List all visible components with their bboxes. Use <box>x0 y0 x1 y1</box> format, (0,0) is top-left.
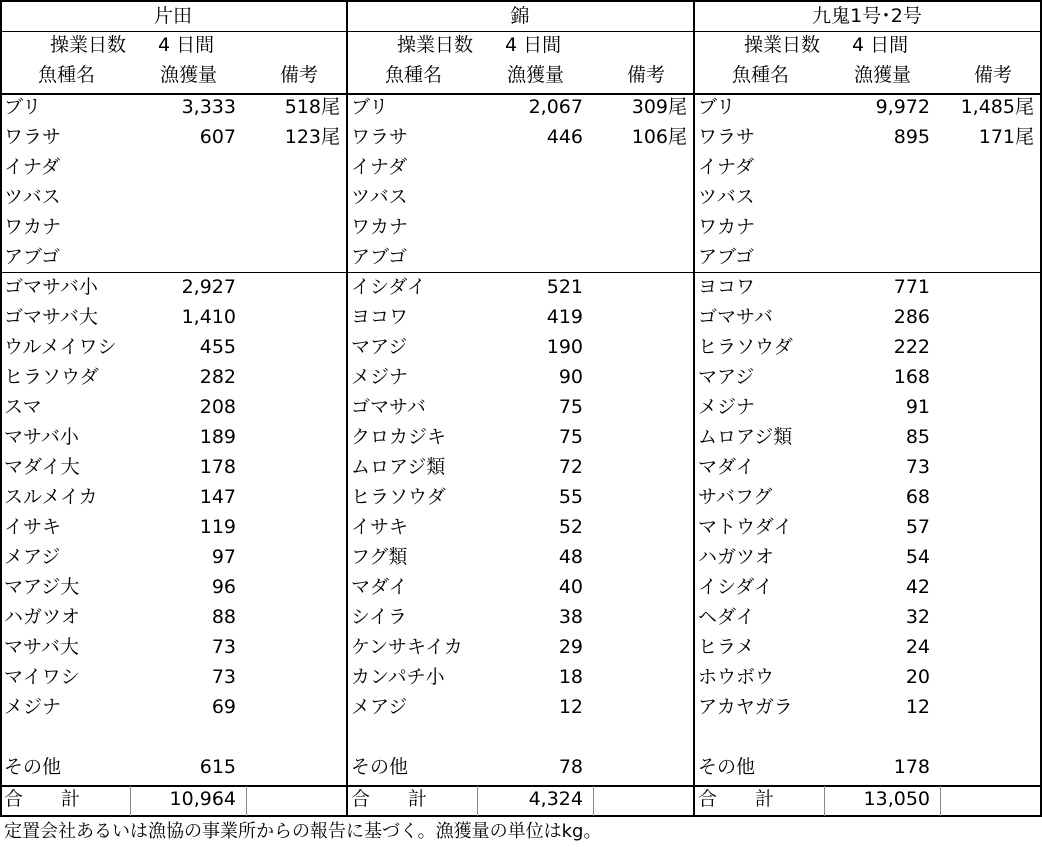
species-name: クロカジキ <box>351 426 447 448</box>
location-name: 片田 <box>153 5 192 27</box>
catch-value: 38 <box>558 606 583 628</box>
header-notes: 備考 <box>627 64 666 86</box>
catch-value: 3,333 <box>181 96 236 118</box>
notes-value <box>587 212 687 242</box>
catch-value: 72 <box>558 456 583 478</box>
species-name: シイラ <box>351 606 408 628</box>
catch-value <box>834 242 930 272</box>
notes-value: 171尾 <box>978 126 1034 148</box>
catch-value: 12 <box>905 696 930 718</box>
species-name: ワラサ <box>698 126 756 148</box>
notes-value <box>934 152 1034 182</box>
species-name: ケンサキイカ <box>351 636 463 658</box>
species-name: ウルメイワシ <box>4 336 117 358</box>
total-catch: 10,964 <box>169 788 236 810</box>
species-name: メジナ <box>4 696 62 718</box>
days-label: 操業日数 <box>397 34 474 56</box>
species-name: ゴマサバ <box>351 396 426 418</box>
species-name: ムロアジ類 <box>351 456 446 478</box>
species-name: ゴマサバ <box>698 306 773 328</box>
notes-value: 123尾 <box>284 126 340 148</box>
catch-value: 73 <box>211 636 236 658</box>
catch-value: 85 <box>905 426 930 448</box>
catch-value: 97 <box>211 546 236 568</box>
header-species: 魚種名 <box>385 64 443 86</box>
days-value: 4 日間 <box>505 34 562 56</box>
location-column <box>347 0 693 817</box>
species-name: ヒラソウダ <box>351 486 446 508</box>
catch-value: 2,067 <box>528 96 583 118</box>
catch-value <box>834 152 930 182</box>
other-catch: 615 <box>199 756 236 778</box>
location-name: 錦 <box>510 5 530 27</box>
species-name: ツバス <box>351 186 408 208</box>
catch-value: 75 <box>558 426 583 448</box>
species-name: フグ類 <box>351 546 408 568</box>
catch-value: 119 <box>199 516 236 538</box>
catch-value: 24 <box>905 636 930 658</box>
species-name: ワラサ <box>4 126 62 148</box>
catch-value: 68 <box>905 486 930 508</box>
header-catch: 漁獲量 <box>160 64 218 86</box>
total-label: 合 計 <box>4 788 81 810</box>
total-cell-divider <box>477 786 478 816</box>
other-label: その他 <box>698 756 756 778</box>
notes-value <box>934 212 1034 242</box>
species-name: マダイ <box>698 456 755 478</box>
species-name: サバフグ <box>698 486 773 508</box>
species-name: マアジ <box>351 336 408 358</box>
header-catch: 漁獲量 <box>854 64 912 86</box>
species-name: マダイ <box>351 576 408 598</box>
catch-value: 895 <box>893 126 930 148</box>
species-name: メアジ <box>351 696 408 718</box>
notes-value: 309尾 <box>631 96 687 118</box>
catch-value: 208 <box>199 396 236 418</box>
other-label: その他 <box>351 756 409 778</box>
catch-value: 1,410 <box>181 306 236 328</box>
catch-value <box>140 182 236 212</box>
catch-value: 9,972 <box>875 96 930 118</box>
species-name: ヒラソウダ <box>4 366 99 388</box>
total-cell-divider <box>593 786 594 816</box>
species-name: ハガツオ <box>4 606 81 628</box>
species-name: メジナ <box>351 366 409 388</box>
species-name: ブリ <box>698 96 736 118</box>
catch-value <box>140 242 236 272</box>
catch-value <box>487 152 583 182</box>
catch-value <box>834 182 930 212</box>
catch-value: 73 <box>211 666 236 688</box>
total-catch: 13,050 <box>863 788 930 810</box>
total-cell-divider <box>824 786 825 816</box>
catch-value: 96 <box>211 576 236 598</box>
catch-value: 521 <box>546 276 583 298</box>
catch-value: 771 <box>893 276 930 298</box>
catch-value: 32 <box>905 606 930 628</box>
header-species: 魚種名 <box>38 64 96 86</box>
species-name: イサキ <box>4 516 62 538</box>
species-name: ワカナ <box>698 216 756 238</box>
species-name: ワカナ <box>351 216 409 238</box>
catch-value: 455 <box>199 336 236 358</box>
catch-value <box>487 242 583 272</box>
species-name: ホウボウ <box>698 666 775 688</box>
catch-value <box>140 212 236 242</box>
location-column <box>694 0 1040 817</box>
species-name: イナダ <box>698 156 755 178</box>
species-name: イサキ <box>351 516 409 538</box>
catch-value: 40 <box>558 576 583 598</box>
notes-value <box>240 182 340 212</box>
species-name: イシダイ <box>698 576 773 598</box>
catch-value: 607 <box>199 126 236 148</box>
catch-value: 419 <box>546 306 583 328</box>
species-name: ヨコワ <box>351 306 409 328</box>
species-name: ブリ <box>351 96 389 118</box>
species-name: スマ <box>4 396 42 418</box>
species-name: マダイ大 <box>4 456 80 478</box>
species-name: マイワシ <box>4 666 80 688</box>
species-name: ヘダイ <box>698 606 755 628</box>
notes-value <box>587 152 687 182</box>
catch-value: 75 <box>558 396 583 418</box>
catch-value <box>834 212 930 242</box>
catch-value: 222 <box>893 336 930 358</box>
notes-value: 1,485尾 <box>960 96 1034 118</box>
species-name: ハガツオ <box>698 546 775 568</box>
notes-value: 106尾 <box>631 126 687 148</box>
catch-value: 286 <box>893 306 930 328</box>
catch-value <box>140 152 236 182</box>
catch-value: 69 <box>211 696 236 718</box>
header-species: 魚種名 <box>732 64 790 86</box>
catch-value: 178 <box>199 456 236 478</box>
total-cell-divider <box>246 786 247 816</box>
species-name: ヨコワ <box>698 276 756 298</box>
species-name: アカヤガラ <box>698 696 793 718</box>
total-label: 合 計 <box>351 788 428 810</box>
species-name: イシダイ <box>351 276 426 298</box>
species-name: メジナ <box>698 396 756 418</box>
catch-value: 57 <box>905 516 930 538</box>
catch-value: 147 <box>199 486 236 508</box>
species-name: ゴマサバ小 <box>4 276 98 298</box>
catch-value: 190 <box>546 336 583 358</box>
total-catch: 4,324 <box>528 788 583 810</box>
species-name: アブゴ <box>351 246 408 268</box>
catch-value: 18 <box>558 666 583 688</box>
species-name: ムロアジ類 <box>698 426 793 448</box>
species-name: イナダ <box>4 156 61 178</box>
other-label: その他 <box>4 756 62 778</box>
location-column <box>0 0 346 817</box>
total-label: 合 計 <box>698 788 775 810</box>
catch-value: 12 <box>558 696 583 718</box>
notes-value <box>240 242 340 272</box>
catch-value: 189 <box>199 426 236 448</box>
total-cell-divider <box>940 786 941 816</box>
species-name: ブリ <box>4 96 42 118</box>
species-name: ワカナ <box>4 216 62 238</box>
notes-value <box>587 242 687 272</box>
catch-value: 52 <box>558 516 583 538</box>
species-name: アブゴ <box>698 246 755 268</box>
catch-value: 168 <box>893 366 930 388</box>
species-name: メアジ <box>4 546 61 568</box>
location-name: 九鬼1号･2号 <box>812 5 922 27</box>
species-name: マアジ大 <box>4 576 80 598</box>
species-name: マサバ小 <box>4 426 79 448</box>
notes-value <box>240 152 340 182</box>
species-name: カンパチ小 <box>351 666 445 688</box>
catch-value: 91 <box>905 396 930 418</box>
species-name: マトウダイ <box>698 516 793 538</box>
species-name: ゴマサバ大 <box>4 306 98 328</box>
catch-value <box>487 182 583 212</box>
catch-value: 282 <box>199 366 236 388</box>
species-name: スルメイカ <box>4 486 98 508</box>
footnote: 定置会社あるいは漁協の事業所からの報告に基づく。漁獲量の単位はkg。 <box>4 821 602 842</box>
other-catch: 178 <box>893 756 930 778</box>
header-catch: 漁獲量 <box>507 64 565 86</box>
catch-value: 90 <box>558 366 583 388</box>
catch-value: 42 <box>905 576 930 598</box>
species-name: アブゴ <box>4 246 61 268</box>
notes-value <box>934 182 1034 212</box>
notes-value <box>587 182 687 212</box>
catch-value: 20 <box>905 666 930 688</box>
days-value: 4 日間 <box>852 34 909 56</box>
species-name: マアジ <box>698 366 755 388</box>
header-notes: 備考 <box>974 64 1013 86</box>
other-catch: 78 <box>558 756 583 778</box>
days-label: 操業日数 <box>50 34 127 56</box>
catch-value <box>487 212 583 242</box>
catch-value: 54 <box>905 546 930 568</box>
catch-value: 55 <box>558 486 583 508</box>
catch-value: 88 <box>211 606 236 628</box>
species-name: ヒラメ <box>698 636 755 658</box>
catch-value: 2,927 <box>181 276 236 298</box>
catch-value: 48 <box>558 546 583 568</box>
notes-value <box>240 212 340 242</box>
species-name: ツバス <box>4 186 61 208</box>
header-notes: 備考 <box>280 64 319 86</box>
catch-value: 29 <box>558 636 583 658</box>
species-name: マサバ大 <box>4 636 79 658</box>
catch-value: 446 <box>546 126 583 148</box>
catch-value: 73 <box>905 456 930 478</box>
species-name: ツバス <box>698 186 755 208</box>
species-name: ヒラソウダ <box>698 336 793 358</box>
days-value: 4 日間 <box>158 34 215 56</box>
notes-value: 518尾 <box>284 96 340 118</box>
species-name: ワラサ <box>351 126 409 148</box>
total-cell-divider <box>130 786 131 816</box>
notes-value <box>934 242 1034 272</box>
days-label: 操業日数 <box>744 34 821 56</box>
species-name: イナダ <box>351 156 408 178</box>
